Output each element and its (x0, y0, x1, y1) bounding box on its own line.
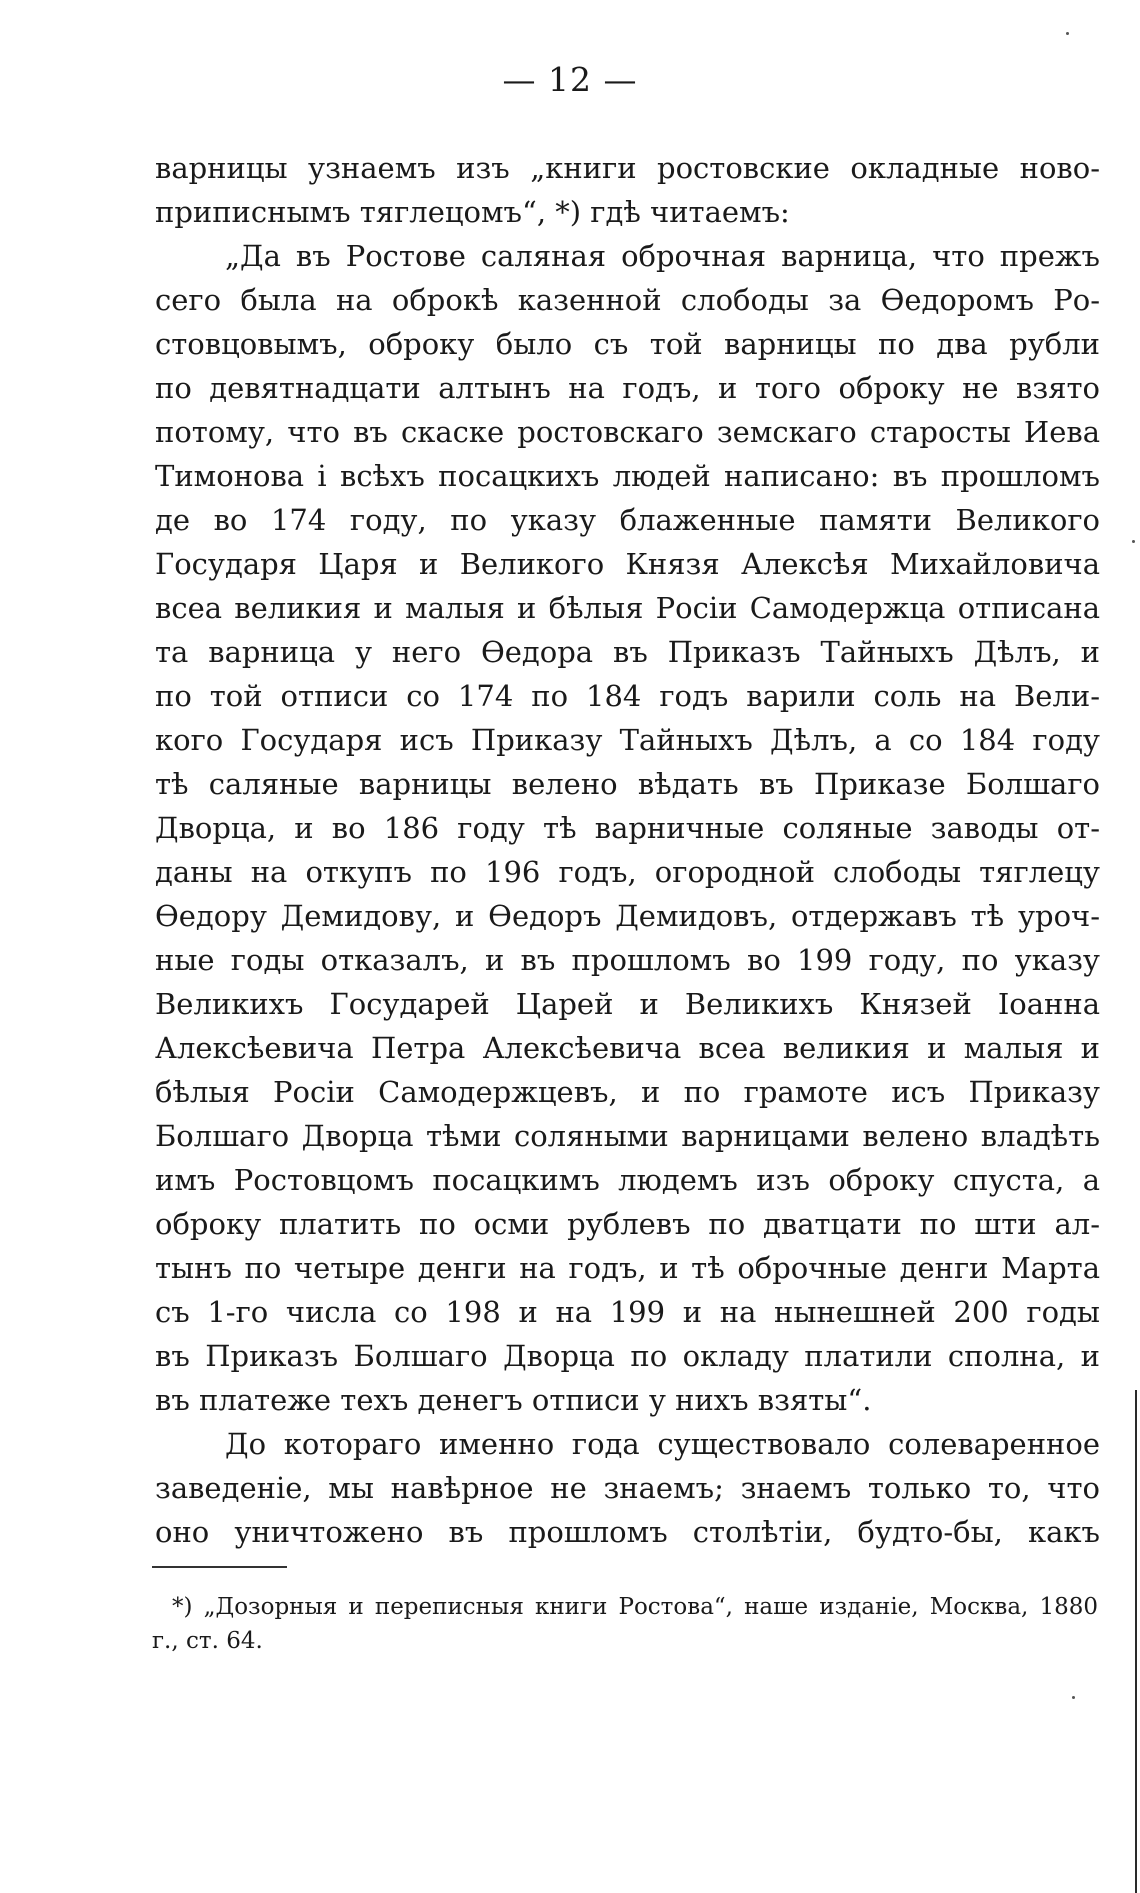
text-line: по той отписи со 174 по 184 годъ варили соль на Вели- (155, 679, 1100, 713)
text-line: бѣлыя Росіи Самодержцевъ, и по грамоте исъ Приказу (155, 1075, 1100, 1109)
page-number: — 12 — (502, 60, 638, 99)
text-line: де во 174 году, по указу блаженные памяти Великого (155, 503, 1100, 537)
page-edge-shadow (1135, 1390, 1137, 1893)
footnote-line: *) „Дозорныя и переписныя книги Ростова“, наше изданіе, Москва, 1880 (172, 1594, 1098, 1620)
scan-speck (1072, 1696, 1075, 1699)
text-line: Болшаго Дворца тѣми соляными варницами велено владѣть (155, 1119, 1100, 1153)
text-line: въ платеже техъ денегъ отписи у нихъ взяты“. (155, 1383, 872, 1417)
text-line: варницы узнаемъ изъ „книги ростовские окладные ново- (155, 151, 1100, 185)
text-line: Великихъ Государей Царей и Великихъ Князей Іоанна (155, 987, 1100, 1021)
text-line: Тимонова і всѣхъ посацкихъ людей написано: въ прошломъ (155, 459, 1100, 493)
text-line: въ Приказъ Болшаго Дворца по окладу платили сполна, и (155, 1339, 1100, 1373)
text-line: тынъ по четыре денги на годъ, и тѣ оброчные денги Марта (155, 1251, 1100, 1285)
text-line: приписнымъ тяглецомъ“, *) гдѣ читаемъ: (155, 195, 790, 229)
text-line: оброку платить по осми рублевъ по дватцати по шти ал- (155, 1207, 1100, 1241)
text-line: тѣ саляные варницы велено вѣдать въ Приказе Болшаго (155, 767, 1100, 801)
text-line: Ѳедору Демидову, и Ѳедоръ Демидовъ, отдержавъ тѣ уроч- (155, 899, 1100, 933)
text-line: потому, что въ скаске ростовскаго земскаго старосты Иева (155, 415, 1100, 449)
text-line: До котораго именно года существовало солеваренное (225, 1427, 1100, 1461)
text-line: Государя Царя и Великого Князя Алексѣя Михайловича (155, 547, 1100, 581)
text-line: всеа великия и малыя и бѣлыя Росіи Самодержца отписана (155, 591, 1100, 625)
text-line: Дворца, и во 186 году тѣ варничные соляные заводы от- (155, 811, 1100, 845)
text-line: ные годы отказалъ, и въ прошломъ во 199 году, по указу (155, 943, 1100, 977)
text-line: съ 1-го числа со 198 и на 199 и на нынешней 200 годы (155, 1295, 1100, 1329)
scan-speck (1066, 32, 1069, 35)
footnote-line: г., ст. 64. (152, 1628, 263, 1654)
footnote-divider (152, 1566, 287, 1568)
body-text (155, 146, 1100, 1554)
text-line: оно уничтожено въ прошломъ столѣтіи, будто-бы, какъ (155, 1515, 1100, 1549)
text-line: по девятнадцати алтынъ на годъ, и того оброку не взято (155, 371, 1100, 405)
text-line: стовцовымъ, оброку было съ той варницы по два рубли (155, 327, 1100, 361)
text-line: даны на откупъ по 196 годъ, огородной слободы тяглецу (155, 855, 1100, 889)
text-line: сего была на оброкѣ казенной слободы за Ѳедоромъ Ро- (155, 283, 1100, 317)
footnote (152, 1590, 1098, 1658)
text-line: заведеніе, мы навѣрное не знаемъ; знаемъ только то, что (155, 1471, 1100, 1505)
text-line: та варница у него Ѳедора въ Приказъ Тайныхъ Дѣлъ, и (155, 635, 1100, 669)
text-line: кого Государя исъ Приказу Тайныхъ Дѣлъ, а со 184 году (155, 723, 1100, 757)
scan-speck (1132, 540, 1135, 543)
text-line: „Да въ Ростове саляная оброчная варница, что прежъ (225, 239, 1100, 273)
text-line: имъ Ростовцомъ посацкимъ людемъ изъ оброку спуста, а (155, 1163, 1100, 1197)
text-line: Алексѣевича Петра Алексѣевича всеа великия и малыя и (155, 1031, 1100, 1065)
